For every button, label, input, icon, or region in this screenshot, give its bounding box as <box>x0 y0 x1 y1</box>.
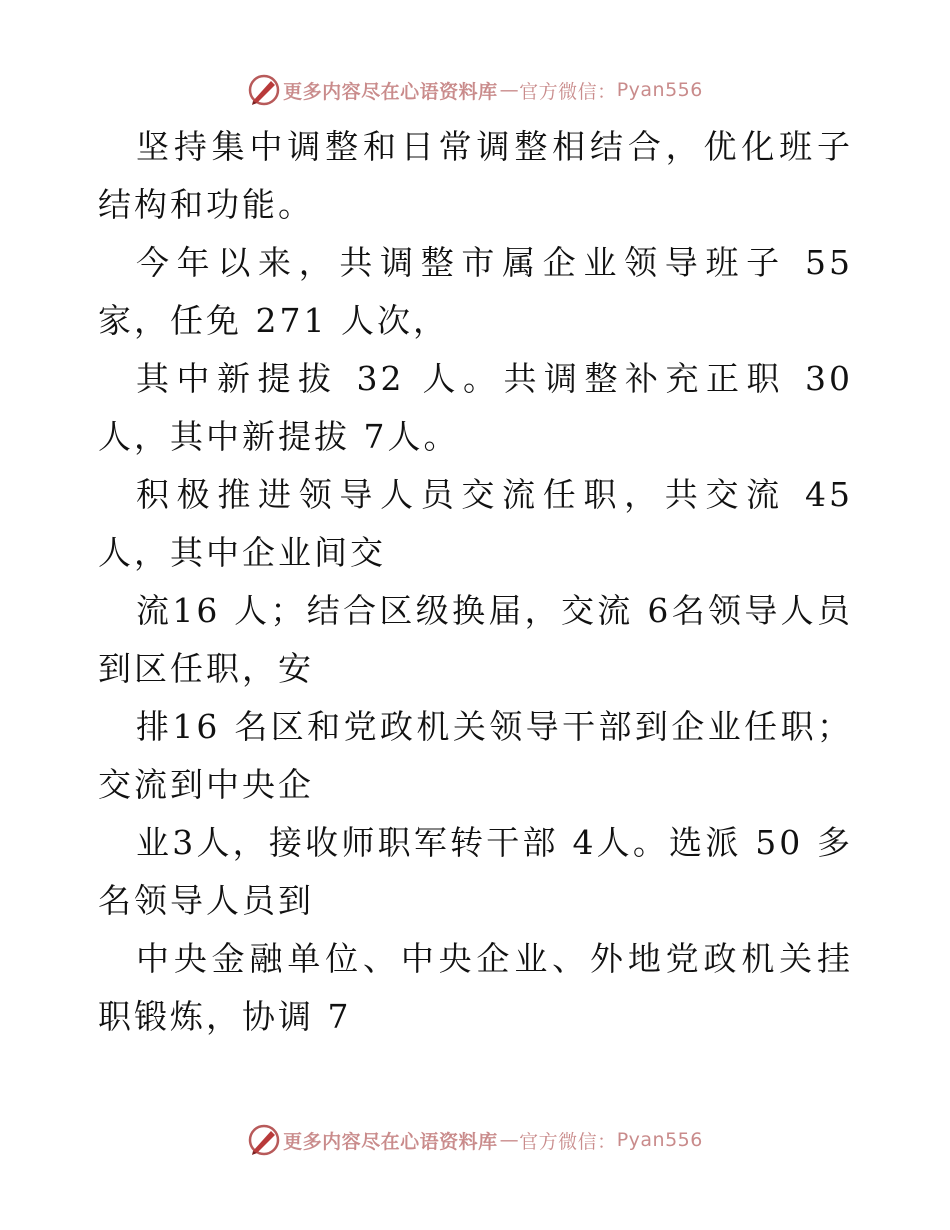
paragraph: 排16 名区和党政机关领导干部到企业任职；交流到中央企 <box>98 707 853 804</box>
banner-main-text: 更多内容尽在心语资料库 <box>283 80 498 103</box>
document-body <box>98 118 853 1046</box>
banner-official-label: 官方微信： <box>519 80 617 103</box>
paragraph: 积极推进领导人员交流任职，共交流 45 人，其中企业间交 <box>98 475 853 572</box>
pen-logo-icon <box>247 73 281 107</box>
banner-official-label: 官方微信： <box>519 1130 617 1153</box>
banner-account: Pyan556 <box>616 79 703 101</box>
paragraph: 流16 人；结合区级换届，交流 6名领导人员到区任职，安 <box>98 591 853 688</box>
paragraph: 中央金融单位、中央企业、外地党政机关挂职锻炼，协调 7 <box>98 939 853 1036</box>
banner-dash: — <box>499 79 520 101</box>
header-watermark <box>0 70 950 110</box>
banner-account: Pyan556 <box>616 1129 703 1151</box>
banner-main-text: 更多内容尽在心语资料库 <box>283 1130 498 1153</box>
banner-dash: — <box>499 1129 520 1151</box>
paragraph: 其中新提拔 32 人。共调整补充正职 30 人，其中新提拔 7人。 <box>98 359 853 456</box>
footer-watermark <box>0 1120 950 1160</box>
pen-logo-icon <box>247 1123 281 1157</box>
paragraph: 今年以来，共调整市属企业领导班子 55 家，任免 271 人次， <box>98 243 853 340</box>
paragraph: 坚持集中调整和日常调整相结合，优化班子结构和功能。 <box>98 127 853 224</box>
paragraph: 业3人，接收师职军转干部 4人。选派 50 多名领导人员到 <box>98 823 853 920</box>
